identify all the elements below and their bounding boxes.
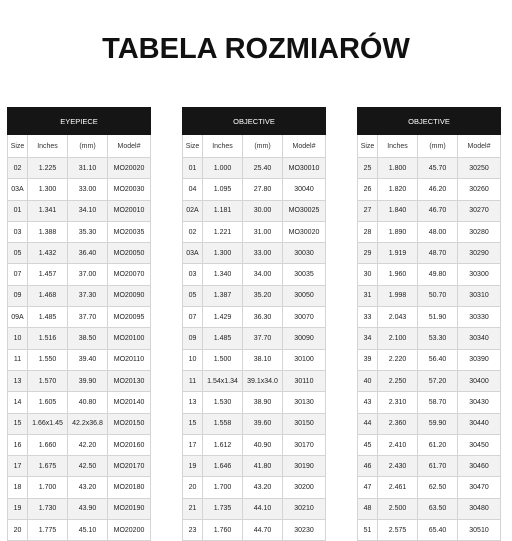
inches-cell: 1.840	[378, 200, 418, 221]
table-row	[358, 243, 501, 264]
size-cell: 02	[8, 158, 28, 179]
model-cell: 30100	[283, 349, 326, 370]
inches-cell: 2.410	[378, 434, 418, 455]
table-row	[358, 328, 501, 349]
model-cell: 30250	[458, 158, 501, 179]
column-header-mm: (mm)	[68, 135, 108, 158]
table-row	[8, 221, 151, 242]
inches-cell: 1.530	[203, 392, 243, 413]
size-cell: 31	[358, 285, 378, 306]
size-cell: 51	[358, 520, 378, 541]
model-cell: 30035	[283, 264, 326, 285]
inches-cell: 1.221	[203, 221, 243, 242]
model-cell: MO20190	[108, 498, 151, 519]
inches-cell: 1.570	[28, 370, 68, 391]
mm-cell: 56.40	[418, 349, 458, 370]
mm-cell: 53.30	[418, 328, 458, 349]
inches-cell: 1.300	[203, 243, 243, 264]
table-row	[358, 349, 501, 370]
size-cell: 15	[8, 413, 28, 434]
inches-cell: 2.461	[378, 477, 418, 498]
mm-cell: 49.80	[418, 264, 458, 285]
model-cell: MO20020	[108, 158, 151, 179]
inches-cell: 1.700	[203, 477, 243, 498]
model-cell: MO30025	[283, 200, 326, 221]
size-cell: 17	[183, 434, 203, 455]
size-cell: 03A	[183, 243, 203, 264]
mm-cell: 35.30	[68, 221, 108, 242]
model-cell: 30310	[458, 285, 501, 306]
table-row	[183, 285, 326, 306]
size-cell: 05	[8, 243, 28, 264]
mm-cell: 41.80	[243, 456, 283, 477]
table-row	[8, 243, 151, 264]
model-cell: MO20035	[108, 221, 151, 242]
mm-cell: 42.20	[68, 434, 108, 455]
mm-cell: 45.70	[418, 158, 458, 179]
size-cell: 17	[8, 456, 28, 477]
size-cell: 29	[358, 243, 378, 264]
model-cell: 30450	[458, 434, 501, 455]
size-cell: 19	[8, 498, 28, 519]
inches-cell: 1.485	[203, 328, 243, 349]
size-table-eyepiece	[7, 107, 151, 541]
table-row	[358, 221, 501, 242]
inches-cell: 1.960	[378, 264, 418, 285]
size-cell: 28	[358, 221, 378, 242]
mm-cell: 37.30	[68, 285, 108, 306]
size-cell: 13	[183, 392, 203, 413]
column-header-model: Model#	[108, 135, 151, 158]
table-row	[358, 434, 501, 455]
inches-cell: 1.432	[28, 243, 68, 264]
mm-cell: 39.40	[68, 349, 108, 370]
mm-cell: 35.20	[243, 285, 283, 306]
mm-cell: 39.60	[243, 413, 283, 434]
size-cell: 09	[8, 285, 28, 306]
inches-cell: 1.760	[203, 520, 243, 541]
mm-cell: 40.90	[243, 434, 283, 455]
model-cell: MO20050	[108, 243, 151, 264]
mm-cell: 34.10	[68, 200, 108, 221]
table-row	[358, 392, 501, 413]
size-cell: 33	[358, 307, 378, 328]
size-cell: 02	[183, 221, 203, 242]
mm-cell: 36.40	[68, 243, 108, 264]
inches-cell: 1.998	[378, 285, 418, 306]
mm-cell: 58.70	[418, 392, 458, 413]
table-row	[183, 413, 326, 434]
table-row	[358, 456, 501, 477]
size-cell: 03	[183, 264, 203, 285]
mm-cell: 33.00	[68, 179, 108, 200]
table-header: OBJECTIVE	[183, 108, 326, 135]
mm-cell: 31.10	[68, 158, 108, 179]
table-row	[8, 434, 151, 455]
model-cell: 30460	[458, 456, 501, 477]
mm-cell: 38.10	[243, 349, 283, 370]
size-cell: 21	[183, 498, 203, 519]
model-cell: 30070	[283, 307, 326, 328]
inches-cell: 1.181	[203, 200, 243, 221]
column-header-inches: Inches	[28, 135, 68, 158]
mm-cell: 27.80	[243, 179, 283, 200]
model-cell: 30040	[283, 179, 326, 200]
table-row	[183, 179, 326, 200]
table-row	[8, 477, 151, 498]
size-cell: 18	[8, 477, 28, 498]
inches-cell: 2.100	[378, 328, 418, 349]
table-row	[358, 413, 501, 434]
mm-cell: 61.70	[418, 456, 458, 477]
inches-cell: 1.700	[28, 477, 68, 498]
model-cell: MO20030	[108, 179, 151, 200]
inches-cell: 1.558	[203, 413, 243, 434]
model-cell: 30300	[458, 264, 501, 285]
mm-cell: 46.70	[418, 200, 458, 221]
model-cell: 30090	[283, 328, 326, 349]
model-cell: MO30010	[283, 158, 326, 179]
table-row	[8, 498, 151, 519]
mm-cell: 62.50	[418, 477, 458, 498]
model-cell: MO20140	[108, 392, 151, 413]
mm-cell: 25.40	[243, 158, 283, 179]
size-cell: 44	[358, 413, 378, 434]
inches-cell: 2.310	[378, 392, 418, 413]
mm-cell: 34.00	[243, 264, 283, 285]
table-row	[183, 307, 326, 328]
size-cell: 34	[358, 328, 378, 349]
model-cell: 30130	[283, 392, 326, 413]
size-cell: 20	[183, 477, 203, 498]
model-cell: 30210	[283, 498, 326, 519]
mm-cell: 61.20	[418, 434, 458, 455]
mm-cell: 48.00	[418, 221, 458, 242]
mm-cell: 57.20	[418, 370, 458, 391]
model-cell: 30400	[458, 370, 501, 391]
mm-cell: 42.50	[68, 456, 108, 477]
size-cell: 13	[8, 370, 28, 391]
model-cell: MO20130	[108, 370, 151, 391]
size-cell: 16	[8, 434, 28, 455]
size-cell: 20	[8, 520, 28, 541]
inches-cell: 1.730	[28, 498, 68, 519]
table-row	[358, 158, 501, 179]
table-row	[8, 349, 151, 370]
column-header-inches: Inches	[203, 135, 243, 158]
model-cell: MO20200	[108, 520, 151, 541]
model-cell: 30470	[458, 477, 501, 498]
inches-cell: 1.54x1.34	[203, 370, 243, 391]
inches-cell: 1.890	[378, 221, 418, 242]
inches-cell: 1.485	[28, 307, 68, 328]
model-cell: MO20095	[108, 307, 151, 328]
table-row	[183, 328, 326, 349]
mm-cell: 51.90	[418, 307, 458, 328]
table-row	[183, 221, 326, 242]
inches-cell: 1.340	[203, 264, 243, 285]
mm-cell: 48.70	[418, 243, 458, 264]
model-cell: 30230	[283, 520, 326, 541]
table-row	[358, 200, 501, 221]
table-row	[8, 179, 151, 200]
size-cell: 45	[358, 434, 378, 455]
column-header-size: Size	[183, 135, 203, 158]
inches-cell: 1.516	[28, 328, 68, 349]
inches-cell: 1.095	[203, 179, 243, 200]
table-row	[183, 349, 326, 370]
mm-cell: 37.70	[243, 328, 283, 349]
inches-cell: 1.341	[28, 200, 68, 221]
size-cell: 09	[183, 328, 203, 349]
model-cell: 30110	[283, 370, 326, 391]
size-cell: 10	[8, 328, 28, 349]
size-cell: 47	[358, 477, 378, 498]
inches-cell: 2.360	[378, 413, 418, 434]
inches-cell: 1.820	[378, 179, 418, 200]
size-table-objective-1	[182, 107, 326, 541]
inches-cell: 2.500	[378, 498, 418, 519]
size-table-objective-2	[357, 107, 501, 541]
inches-cell: 1.300	[28, 179, 68, 200]
model-cell: MO20150	[108, 413, 151, 434]
inches-cell: 1.000	[203, 158, 243, 179]
model-cell: MO30020	[283, 221, 326, 242]
model-cell: MO20010	[108, 200, 151, 221]
size-cell: 46	[358, 456, 378, 477]
table-row	[8, 285, 151, 306]
table-row	[183, 370, 326, 391]
size-cell: 07	[8, 264, 28, 285]
model-cell: 30050	[283, 285, 326, 306]
inches-cell: 1.225	[28, 158, 68, 179]
model-cell: 30330	[458, 307, 501, 328]
model-cell: 30440	[458, 413, 501, 434]
column-header-model: Model#	[458, 135, 501, 158]
table-row	[358, 307, 501, 328]
table-row	[8, 520, 151, 541]
mm-cell: 59.90	[418, 413, 458, 434]
model-cell: MO20180	[108, 477, 151, 498]
table-row	[183, 520, 326, 541]
column-header-mm: (mm)	[418, 135, 458, 158]
mm-cell: 45.10	[68, 520, 108, 541]
inches-cell: 1.919	[378, 243, 418, 264]
table-row	[358, 370, 501, 391]
table-row	[358, 179, 501, 200]
mm-cell: 39.90	[68, 370, 108, 391]
table-header: OBJECTIVE	[358, 108, 501, 135]
inches-cell: 2.430	[378, 456, 418, 477]
inches-cell: 1.675	[28, 456, 68, 477]
model-cell: 30200	[283, 477, 326, 498]
table-row	[183, 392, 326, 413]
model-cell: MO20170	[108, 456, 151, 477]
table-row	[183, 477, 326, 498]
inches-cell: 1.735	[203, 498, 243, 519]
mm-cell: 39.1x34.0	[243, 370, 283, 391]
inches-cell: 1.775	[28, 520, 68, 541]
column-header-inches: Inches	[378, 135, 418, 158]
mm-cell: 44.10	[243, 498, 283, 519]
size-cell: 26	[358, 179, 378, 200]
size-cell: 23	[183, 520, 203, 541]
inches-cell: 1.660	[28, 434, 68, 455]
model-cell: MO20070	[108, 264, 151, 285]
inches-cell: 1.646	[203, 456, 243, 477]
size-cell: 03A	[8, 179, 28, 200]
inches-cell: 1.605	[28, 392, 68, 413]
mm-cell: 40.80	[68, 392, 108, 413]
size-cell: 19	[183, 456, 203, 477]
model-cell: MO20090	[108, 285, 151, 306]
model-cell: MO20100	[108, 328, 151, 349]
inches-cell: 1.612	[203, 434, 243, 455]
size-cell: 10	[183, 349, 203, 370]
inches-cell: 1.388	[28, 221, 68, 242]
table-row	[8, 328, 151, 349]
model-cell: 30190	[283, 456, 326, 477]
size-cell: 04	[183, 179, 203, 200]
mm-cell: 36.30	[243, 307, 283, 328]
model-cell: MO20160	[108, 434, 151, 455]
size-cell: 43	[358, 392, 378, 413]
size-cell: 40	[358, 370, 378, 391]
table-row	[358, 285, 501, 306]
mm-cell: 50.70	[418, 285, 458, 306]
model-cell: 30340	[458, 328, 501, 349]
model-cell: 30260	[458, 179, 501, 200]
size-cell: 15	[183, 413, 203, 434]
size-cell: 39	[358, 349, 378, 370]
mm-cell: 30.00	[243, 200, 283, 221]
table-row	[8, 264, 151, 285]
mm-cell: 44.70	[243, 520, 283, 541]
size-cell: 30	[358, 264, 378, 285]
table-row	[8, 370, 151, 391]
mm-cell: 37.70	[68, 307, 108, 328]
table-row	[358, 520, 501, 541]
model-cell: 30510	[458, 520, 501, 541]
mm-cell: 38.50	[68, 328, 108, 349]
model-cell: 30170	[283, 434, 326, 455]
inches-cell: 1.66x1.45	[28, 413, 68, 434]
model-cell: 30150	[283, 413, 326, 434]
table-row	[183, 158, 326, 179]
size-cell: 07	[183, 307, 203, 328]
table-row	[183, 456, 326, 477]
table-row	[183, 264, 326, 285]
mm-cell: 63.50	[418, 498, 458, 519]
inches-cell: 1.429	[203, 307, 243, 328]
table-row	[358, 264, 501, 285]
mm-cell: 33.00	[243, 243, 283, 264]
column-header-size: Size	[358, 135, 378, 158]
inches-cell: 1.387	[203, 285, 243, 306]
table-row	[358, 477, 501, 498]
inches-cell: 2.043	[378, 307, 418, 328]
model-cell: 30290	[458, 243, 501, 264]
model-cell: 30430	[458, 392, 501, 413]
size-cell: 11	[183, 370, 203, 391]
model-cell: 30030	[283, 243, 326, 264]
inches-cell: 1.550	[28, 349, 68, 370]
table-row	[183, 498, 326, 519]
inches-cell: 1.457	[28, 264, 68, 285]
inches-cell: 2.250	[378, 370, 418, 391]
table-row	[8, 307, 151, 328]
inches-cell: 2.220	[378, 349, 418, 370]
size-cell: 27	[358, 200, 378, 221]
size-cell: 11	[8, 349, 28, 370]
table-row	[183, 434, 326, 455]
page-title: TABELA ROZMIARÓW	[102, 33, 410, 65]
size-cell: 25	[358, 158, 378, 179]
table-row	[8, 413, 151, 434]
size-cell: 01	[183, 158, 203, 179]
mm-cell: 43.20	[243, 477, 283, 498]
inches-cell: 1.800	[378, 158, 418, 179]
table-row	[183, 200, 326, 221]
table-header: EYEPIECE	[8, 108, 151, 135]
size-cell: 01	[8, 200, 28, 221]
model-cell: 30270	[458, 200, 501, 221]
table-row	[358, 498, 501, 519]
model-cell: 30480	[458, 498, 501, 519]
size-cell: 48	[358, 498, 378, 519]
size-cell: 14	[8, 392, 28, 413]
mm-cell: 31.00	[243, 221, 283, 242]
table-row	[183, 243, 326, 264]
size-cell: 05	[183, 285, 203, 306]
mm-cell: 46.20	[418, 179, 458, 200]
table-row	[8, 392, 151, 413]
inches-cell: 1.500	[203, 349, 243, 370]
model-cell: MO20110	[108, 349, 151, 370]
inches-cell: 1.468	[28, 285, 68, 306]
column-header-model: Model#	[283, 135, 326, 158]
table-row	[8, 200, 151, 221]
table-row	[8, 158, 151, 179]
column-header-mm: (mm)	[243, 135, 283, 158]
mm-cell: 42.2x36.8	[68, 413, 108, 434]
size-cell: 02A	[183, 200, 203, 221]
inches-cell: 2.575	[378, 520, 418, 541]
size-cell: 09A	[8, 307, 28, 328]
size-cell: 03	[8, 221, 28, 242]
mm-cell: 65.40	[418, 520, 458, 541]
table-row	[8, 456, 151, 477]
mm-cell: 43.20	[68, 477, 108, 498]
model-cell: 30280	[458, 221, 501, 242]
mm-cell: 37.00	[68, 264, 108, 285]
model-cell: 30390	[458, 349, 501, 370]
mm-cell: 43.90	[68, 498, 108, 519]
mm-cell: 38.90	[243, 392, 283, 413]
column-header-size: Size	[8, 135, 28, 158]
